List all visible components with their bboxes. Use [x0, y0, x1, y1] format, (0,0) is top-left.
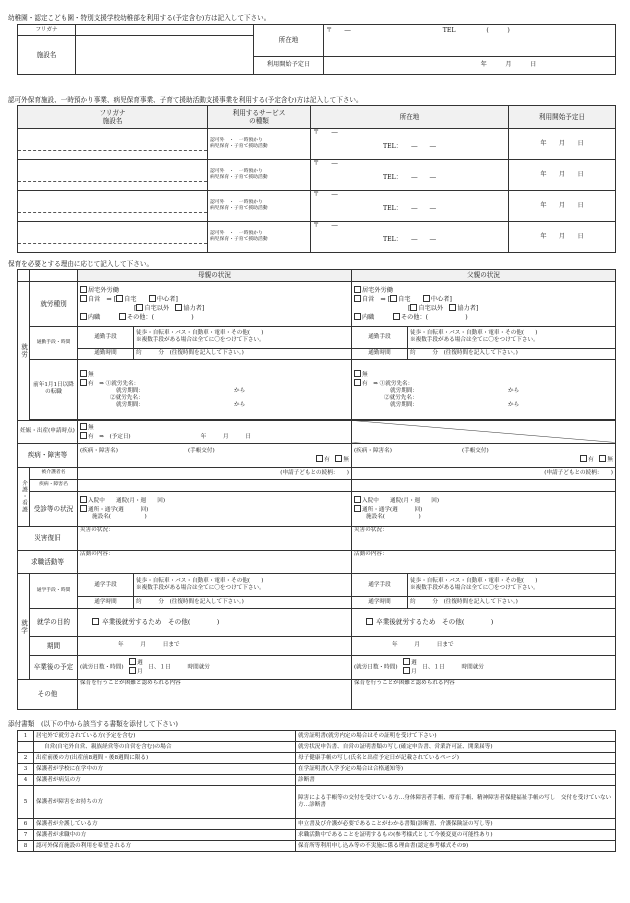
checkbox-icon[interactable] [80, 505, 87, 512]
father-disaster[interactable]: 災害の状況： [352, 527, 616, 551]
sec2-service-cell[interactable]: 認可外 ・ 一時預かり 病児保育・子育て援助活動 [208, 160, 311, 191]
after-label: 卒業後の予定 [30, 656, 78, 680]
attachment-left: 認可外保育施設の利用を希望される方 [34, 841, 296, 852]
mother-purpose[interactable]: 卒業後就労するため その他( ) [78, 608, 352, 636]
father-other[interactable]: 保育を行うことが困難と認められる内容 [352, 679, 616, 709]
sec4-caption: 添付書類 (以下の中から該当する書類を添付して下さい) [8, 720, 178, 728]
attachment-right: 保育所等利用申し込み等の不実施に係る理由書(認定参考様式その9) [296, 841, 616, 852]
checkbox-icon[interactable] [80, 370, 87, 377]
sec2-col-start: 利用開始予定日 [509, 106, 616, 129]
checkbox-icon[interactable] [449, 304, 456, 311]
jobseek-label: 求職活動等 [18, 550, 78, 574]
father-work-type[interactable]: 居宅外労働 自営 ⇒ [ 自宅 中心者] [ 自宅以外 協力者] 内職 その他：( ) [352, 281, 616, 326]
sec1-location-field[interactable] [324, 25, 616, 57]
attachment-no: 4 [18, 775, 34, 786]
study-commute-label: 通学手段・時間 [30, 574, 78, 608]
sec2-location-cell[interactable]: 〒 ― TEL： ― ― [311, 160, 509, 191]
checkbox-icon[interactable] [136, 304, 143, 311]
attachment-left: 出産前後の方(出産前8週間・後8週間に限る) [34, 753, 296, 764]
father-commute-time[interactable]: 約 分 (往復時間を記入して下さい。) [408, 348, 616, 360]
mother-header: 母親の状況 [78, 270, 352, 282]
attachment-right: 在学証明書(入学予定の場合は合格通知等) [296, 764, 616, 775]
group-work: 就労 [18, 281, 30, 420]
mother-transfer[interactable]: 無 有 ⇒ ①就労先名： 就労期間： から ②就労先名： 就労期間： から [78, 360, 352, 419]
father-means[interactable]: 徒歩・自転車・バス・自動車・電車・その他( ) ※複数手段がある場合は全てに〇をつけて下さい。 [408, 327, 616, 349]
attachment-right: 就労状況申告書、自営の証明書類の写し(確定申告書、営業許可証、開業届等) [296, 742, 616, 753]
checkbox-icon[interactable] [80, 432, 87, 439]
sec2-col-service: 利用するサービス の種類 [208, 106, 311, 129]
mother-study-time[interactable]: 約 分 (往復時間を記入して下さい。) [134, 596, 352, 608]
father-study-time[interactable]: 約 分 (往復時間を記入して下さい。) [408, 596, 616, 608]
checkbox-icon[interactable] [354, 295, 361, 302]
table-row [18, 222, 616, 253]
sec1-caption: 幼稚園・認定こども園・特別支援学校幼稚部を利用する(予定含む)方は記入して下さい。 [8, 14, 271, 22]
attachment-left: 居宅外で就労されている方(予定を含む) [34, 731, 296, 742]
table-row [18, 819, 616, 830]
sec2-table [17, 105, 616, 253]
father-purpose[interactable]: 卒業後就労するため その他( ) [352, 608, 616, 636]
table-row [18, 786, 616, 819]
group-study: 就学 [18, 574, 30, 679]
sec1-furigana-label: フリガナ [18, 25, 76, 36]
sec1-facility-label: 施設名 [18, 36, 76, 75]
checkbox-icon[interactable] [129, 658, 136, 665]
sec2-date-cell[interactable]: 年 月 日 [509, 222, 616, 253]
checkbox-icon[interactable] [410, 304, 417, 311]
mother-study-means[interactable]: 徒歩・自転車・バス・自動車・電車・その他( ) ※複数手段がある場合は全てに〇をつけて下さい。 [134, 574, 352, 597]
checkbox-icon[interactable] [423, 295, 430, 302]
sec1-start-label: 利用開始予定日 [254, 56, 324, 74]
sec2-date-cell[interactable]: 年 月 日 [509, 160, 616, 191]
other-label: その他 [18, 679, 78, 709]
attachment-left: 保護者が介護している方 [34, 819, 296, 830]
checkbox-icon[interactable] [80, 379, 87, 386]
purpose-label: 就学の目的 [30, 608, 78, 636]
sec1-location-label: 所在地 [254, 25, 324, 57]
mother-carer-illness[interactable] [78, 479, 352, 491]
sec1-furigana-field[interactable] [76, 25, 254, 36]
mother-commute-time-label: 通勤時間 [78, 348, 134, 360]
attachment-no: 6 [18, 819, 34, 830]
sec3-caption: 保育を必要とする理由に応じて記入して下さい。 [8, 260, 154, 268]
period-label: 期間 [30, 636, 78, 655]
checkbox-icon[interactable] [366, 618, 373, 625]
father-carer-relation[interactable]: (申請子どもとの続柄： ) [352, 467, 616, 479]
checkbox-icon[interactable] [354, 505, 361, 512]
father-period[interactable]: 年 月 日まで [352, 636, 616, 655]
father-header: 父親の状況 [352, 270, 616, 282]
mother-means-label: 通勤手段 [78, 327, 134, 349]
father-study-means-label: 通学手段 [352, 574, 408, 597]
attachment-no [18, 742, 34, 753]
table-row [18, 731, 616, 742]
sec1-tel: TEL ( ) [442, 27, 510, 34]
attachment-no: 8 [18, 841, 34, 852]
sec2-date-cell[interactable]: 年 月 日 [509, 191, 616, 222]
checkbox-icon[interactable] [116, 295, 123, 302]
checkbox-icon[interactable] [80, 286, 87, 293]
sec2-location-cell[interactable]: 〒 ― TEL： ― ― [311, 129, 509, 160]
sec1-start-date[interactable]: 年 月 日 [324, 56, 616, 74]
pregnancy-label: 妊娠・出産(申請時点) [18, 420, 78, 444]
checkbox-icon[interactable] [354, 379, 361, 386]
checkbox-icon[interactable] [599, 455, 606, 462]
checkbox-icon[interactable] [80, 423, 87, 430]
sec2-col-name: フリガナ 施設名 [18, 106, 208, 129]
mother-study-time-label: 通学時間 [78, 596, 134, 608]
attachment-no: 7 [18, 830, 34, 841]
checkbox-icon[interactable] [119, 313, 126, 320]
father-pregnancy-na [352, 420, 616, 444]
mother-jobseek[interactable]: 活動の内容： [78, 550, 352, 574]
sec2-location-cell[interactable]: 〒 ― TEL： ― ― [311, 222, 509, 253]
mother-disaster[interactable]: 災害の状況： [78, 527, 352, 551]
checkbox-icon[interactable] [580, 455, 587, 462]
father-illness[interactable]: (疾病・障害名) (手帳交付) 有 無 [352, 444, 616, 468]
sec2-service-cell[interactable]: 認可外 ・ 一時預かり 病児保育・子育て援助活動 [208, 191, 311, 222]
checkbox-icon[interactable] [149, 295, 156, 302]
sec2-date-cell[interactable]: 年 月 日 [509, 129, 616, 160]
father-means-label: 通勤手段 [352, 327, 408, 349]
checkbox-icon[interactable] [403, 658, 410, 665]
table-row [18, 160, 616, 191]
table-row [18, 830, 616, 841]
sec2-location-cell[interactable]: 〒 ― TEL： ― ― [311, 191, 509, 222]
sec1-facility-field[interactable] [76, 36, 254, 75]
attachment-right: 診断書 [296, 775, 616, 786]
group-care: 介護・看護 [18, 467, 30, 526]
sec2-service-cell[interactable]: 認可外 ・ 一時預かり 病児保育・子育て援助活動 [208, 222, 311, 253]
attachment-no: 3 [18, 764, 34, 775]
attachment-no: 2 [18, 753, 34, 764]
attachment-right: 就労証明書(就労内定の場合はその証明を受けて下さい) [296, 731, 616, 742]
checkbox-icon[interactable] [354, 286, 361, 293]
sec2-service-cell[interactable]: 認可外 ・ 一時預かり 病児保育・子育て援助活動 [208, 129, 311, 160]
table-row [18, 841, 616, 852]
checkbox-icon[interactable] [354, 313, 361, 320]
father-commute-time-label: 通勤時間 [352, 348, 408, 360]
visits-label: 受診等の状況 [30, 491, 78, 527]
sec2-name-cell[interactable] [18, 160, 208, 191]
checkbox-icon[interactable] [80, 295, 87, 302]
attachment-right: 求職活動中であることを証明するもの(参考様式として今後変更の可能性あり) [296, 830, 616, 841]
checkbox-icon[interactable] [403, 667, 410, 674]
checkbox-icon[interactable] [393, 313, 400, 320]
sec2-col-location: 所在地 [311, 106, 509, 129]
attachment-left: 自営(自宅外自営、親族経営等の自営を含む)の場合 [34, 742, 296, 753]
checkbox-icon[interactable] [390, 295, 397, 302]
checkbox-icon[interactable] [316, 455, 323, 462]
sec1-table [17, 24, 616, 75]
father-study-time-label: 通学時間 [352, 596, 408, 608]
mother-illness[interactable]: (疾病・障害名) (手帳交付) 有 無 [78, 444, 352, 468]
attachment-right: 申立書及び介護が必要であることがわかる書類(診断書、介護保険証の写し等) [296, 819, 616, 830]
sec2-name-cell[interactable] [18, 129, 208, 160]
table-row [18, 191, 616, 222]
attachment-left: 保護者が障害をお持ちの方 [34, 786, 296, 819]
sec2-name-cell[interactable] [18, 222, 208, 253]
mother-period[interactable]: 年 月 日まで [78, 636, 352, 655]
mother-study-means-label: 通学手段 [78, 574, 134, 597]
table-row [18, 742, 616, 753]
table-row [18, 764, 616, 775]
mother-carer-relation[interactable]: (申請子どもとの続柄： ) [78, 467, 352, 479]
checkbox-icon[interactable] [80, 496, 87, 503]
checkbox-icon[interactable] [92, 618, 99, 625]
work-type-label: 就労種別 [30, 281, 78, 326]
father-visits[interactable]: 入院中 通院(月・週 回) 通所・通学(週 回) 施設名( ) [352, 491, 616, 527]
attachments-table [17, 730, 616, 852]
sec1-postal: 〒 ― [326, 27, 351, 34]
sec2-name-cell[interactable] [18, 191, 208, 222]
table-row [18, 129, 616, 160]
sec3-table [17, 269, 616, 710]
table-row [18, 753, 616, 764]
table-row [18, 775, 616, 786]
father-carer-illness[interactable] [352, 479, 616, 491]
mother-commute-time[interactable]: 約 分 (往復時間を記入して下さい。) [134, 348, 352, 360]
mother-pregnancy[interactable]: 無 有 ⇒ (予定日) 年 月 日 [78, 420, 352, 444]
mother-work-type[interactable]: 居宅外労働 自営 ⇒ [ 自宅 中心者] [ 自宅以外 協力者] 内職 その他：( ) [78, 281, 352, 326]
father-after[interactable]: (就労日数・時間) 週 月 日、１日 時間就労 [352, 656, 616, 680]
transfer-label: 前年1月1日以降の転職 [30, 360, 78, 419]
checkbox-icon[interactable] [354, 370, 361, 377]
commute-label: 通勤手段・時間 [30, 327, 78, 360]
sec2-caption: 認可外保育施設、一時預かり事業、病児保育事業、子育て援助活動支援事業を利用する(予定含む)方は記入して下さい。 [8, 96, 363, 104]
carer-name-label: 被介護者名 [30, 467, 78, 479]
attachment-left: 保護者が求職中の方 [34, 830, 296, 841]
checkbox-icon[interactable] [335, 455, 342, 462]
father-jobseek[interactable]: 活動の内容： [352, 550, 616, 574]
attachment-no: 5 [18, 786, 34, 819]
mother-other[interactable]: 保育を行うことが困難と認められる内容 [78, 679, 352, 709]
mother-visits[interactable]: 入院中 通院(月・週 回) 通所・通学(週 回) 施設名( ) [78, 491, 352, 527]
mother-after[interactable]: (就労日数・時間) 週 月 日、１日 時間就労 [78, 656, 352, 680]
disaster-label: 災害復旧 [18, 527, 78, 551]
mother-means[interactable]: 徒歩・自転車・バス・自動車・電車・その他( ) ※複数手段がある場合は全てに〇をつけて下さい。 [134, 327, 352, 349]
attachment-left: 保護者が学校に在学中の方 [34, 764, 296, 775]
attachment-left: 保護者が病気の方 [34, 775, 296, 786]
illness-label: 疾病・障害等 [18, 444, 78, 468]
attachment-right: 母子健康手帳の写し(氏名と出産予定日が記載されているページ) [296, 753, 616, 764]
checkbox-icon[interactable] [175, 304, 182, 311]
checkbox-icon[interactable] [80, 313, 87, 320]
carer-illness-label: 疾病・障害名 [30, 479, 78, 491]
attachment-no: 1 [18, 731, 34, 742]
attachment-right: 障害による手帳等の交付を受けている方…身体障害者手帳、療育手帳、精神障害者保健福祉手帳の写し 交付を受けていない方…診断書 [296, 786, 616, 819]
father-study-means[interactable]: 徒歩・自転車・バス・自動車・電車・その他( ) ※複数手段がある場合は全てに〇をつけて下さい。 [408, 574, 616, 597]
checkbox-icon[interactable] [129, 667, 136, 674]
father-transfer[interactable]: 無 有 ⇒ ①就労先名： 就労期間： から ②就労先名： 就労期間： から [352, 360, 616, 419]
checkbox-icon[interactable] [354, 496, 361, 503]
